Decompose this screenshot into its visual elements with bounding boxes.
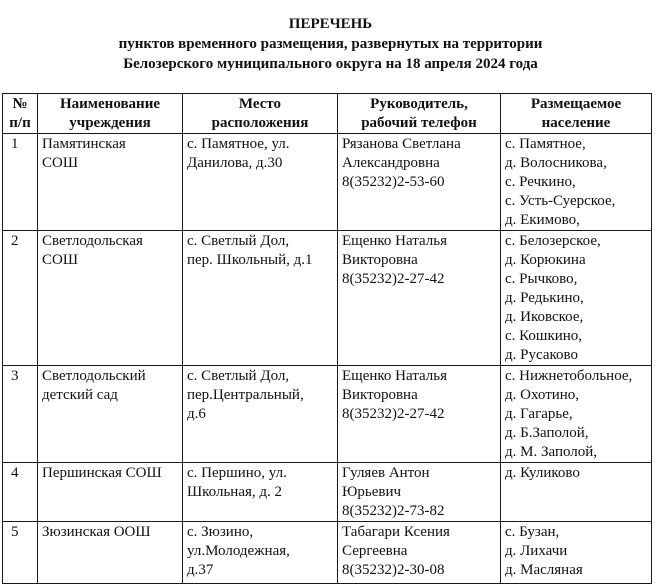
row-number: 4	[3, 463, 38, 522]
population-cell	[501, 463, 652, 522]
phone-line: 8(35232)2-30-08	[342, 562, 445, 578]
location-line: с. Першино, ул.	[187, 465, 287, 481]
row-number: 2	[3, 231, 38, 366]
institution-cell	[38, 366, 183, 463]
phone-line: 8(35232)2-27-42	[342, 271, 445, 287]
head-line: Рязанова Светлана	[342, 136, 461, 152]
head-cell	[338, 134, 501, 231]
table-row	[3, 231, 652, 366]
settlement-line: д. Масляная	[505, 562, 583, 578]
settlement-line: д. Екимово,	[505, 212, 580, 228]
institution-line: Зюзинская ООШ	[42, 524, 151, 540]
head-line: Гуляев Антон	[342, 465, 430, 481]
location-line: д.6	[187, 406, 206, 422]
institution-line: Памятинская	[42, 136, 126, 152]
location-line: с. Светлый Дол,	[187, 233, 290, 249]
population-cell	[501, 134, 652, 231]
location-cell	[183, 231, 338, 366]
head-line: Викторовна	[342, 252, 418, 268]
table-header-row	[3, 94, 652, 134]
settlement-line: д. М. Заполой,	[505, 444, 598, 460]
population-cell	[501, 231, 652, 366]
settlement-line: д. Куликово	[505, 465, 580, 481]
header-head-phone	[338, 94, 501, 134]
table-row	[3, 366, 652, 463]
location-line: Школьная, д. 2	[187, 484, 283, 500]
institution-line: СОШ	[42, 155, 78, 171]
head-cell	[338, 463, 501, 522]
location-cell	[183, 463, 338, 522]
head-line: Викторовна	[342, 387, 418, 403]
institution-cell	[38, 463, 183, 522]
location-line: пер.Центральный,	[187, 387, 304, 403]
settlement-line: д. Лихачи	[505, 543, 568, 559]
document-title: ПЕРЕЧЕНЬ	[288, 16, 373, 32]
location-line: д.37	[187, 562, 214, 578]
institution-line: СОШ	[42, 252, 78, 268]
head-cell	[338, 366, 501, 463]
head-line: Александровна	[342, 155, 440, 171]
header-location	[183, 94, 338, 134]
institution-line: Першинская СОШ	[42, 465, 162, 481]
header-institution-line-2: учреждения	[69, 115, 151, 131]
phone-line: 8(35232)2-73-82	[342, 503, 445, 519]
header-location-line-2: расположения	[211, 115, 309, 131]
row-number: 3	[3, 366, 38, 463]
table-row	[3, 463, 652, 522]
population-cell	[501, 366, 652, 463]
settlement-line: д. Редькино,	[505, 290, 584, 306]
location-line: пер. Школьный, д.1	[187, 252, 313, 268]
institution-line: детский сад	[42, 387, 118, 403]
table-row	[3, 134, 652, 231]
settlement-line: с. Белозерское,	[505, 233, 601, 249]
header-institution-line-1: Наименование	[60, 96, 160, 112]
table-row	[3, 522, 652, 584]
settlement-line: д. Волосникова,	[505, 155, 607, 171]
institution-cell	[38, 231, 183, 366]
settlement-line: д. Корюкина	[505, 252, 586, 268]
settlement-line: д. Охотино,	[505, 387, 580, 403]
settlement-line: д. Иковское,	[505, 309, 584, 325]
location-cell	[183, 366, 338, 463]
settlement-line: с. Бузан,	[505, 524, 560, 540]
head-line: Ещенко Наталья	[342, 368, 448, 384]
row-number: 1	[3, 134, 38, 231]
header-head-phone-line-1: Руководитель,	[370, 96, 468, 112]
head-cell	[338, 231, 501, 366]
header-population-line-2: население	[541, 115, 611, 131]
document-subtitle-line-2: Белозерского муниципального округа на 18 апреля 2024 года	[123, 56, 538, 72]
header-institution	[38, 94, 183, 134]
header-number	[3, 94, 38, 134]
settlement-line: д. Б.Заполой,	[505, 425, 589, 441]
institution-cell	[38, 522, 183, 584]
settlement-line: д. Гагарье,	[505, 406, 573, 422]
settlement-line: с. Памятное,	[505, 136, 586, 152]
settlement-line: с. Кошкино,	[505, 328, 583, 344]
phone-line: 8(35232)2-53-60	[342, 174, 445, 190]
location-cell	[183, 522, 338, 584]
institution-cell	[38, 134, 183, 231]
header-number-line-1: №	[12, 96, 28, 112]
population-cell	[501, 522, 652, 584]
location-line: с. Памятное, ул.	[187, 136, 290, 152]
header-population	[501, 94, 652, 134]
phone-line: 8(35232)2-27-42	[342, 406, 445, 422]
head-line: Сергеевна	[342, 543, 408, 559]
location-line: Данилова, д.30	[187, 155, 283, 171]
header-head-phone-line-2: рабочий телефон	[361, 115, 477, 131]
location-cell	[183, 134, 338, 231]
settlement-line: д. Русаково	[505, 347, 578, 363]
header-number-line-2: п/п	[9, 115, 31, 131]
location-line: ул.Молодежная,	[187, 543, 290, 559]
head-line: Табагари Ксения	[342, 524, 450, 540]
header-location-line-1: Место	[238, 96, 282, 112]
head-line: Юрьевич	[342, 484, 402, 500]
shelters-table	[2, 93, 652, 584]
institution-line: Светлодольская	[42, 233, 143, 249]
head-line: Ещенко Наталья	[342, 233, 448, 249]
document-subtitle-line-1: пунктов временного размещения, развернутых на территории	[118, 36, 543, 52]
head-cell	[338, 522, 501, 584]
institution-line: Светлодольский	[42, 368, 146, 384]
settlement-line: с. Рычково,	[505, 271, 578, 287]
location-line: с. Светлый Дол,	[187, 368, 290, 384]
location-line: с. Зюзино,	[187, 524, 254, 540]
settlement-line: с. Речкино,	[505, 174, 576, 190]
settlement-line: с. Усть-Суерское,	[505, 193, 616, 209]
settlement-line: с. Нижнетобольное,	[505, 368, 633, 384]
document-header	[0, 14, 661, 74]
row-number: 5	[3, 522, 38, 584]
header-population-line-1: Размещаемое	[530, 96, 622, 112]
